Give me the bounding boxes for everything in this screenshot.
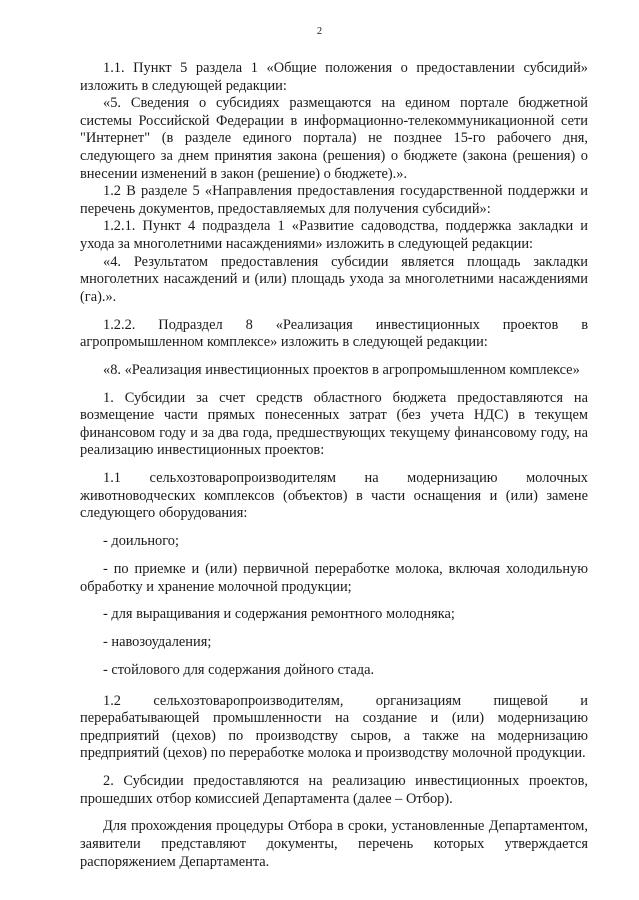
- paragraph-quote-5: «5. Сведения о субсидиях размещаются на едином портале бюджетной системы Российской Федерации в информационно-телекоммуникационной сети "Интернет" (в разделе единого портала) не позднее 15-го рабочего дня, следующего за днем принятия закона (решения) о бюджете (закона (решения) о внесении изменений в закон (решение) о бюджете).».: [80, 95, 588, 182]
- list-item-stall: - стойлового для содержания дойного стада.: [103, 661, 375, 678]
- list-item-manure-removal: - навозоудаления;: [103, 634, 212, 651]
- paragraph-1-2-2: 1.2.2. Подраздел 8 «Реализация инвестиционных проектов в агропромышленном комплексе» изложить в следующей редакции:: [80, 316, 588, 351]
- paragraph-1-2-cheese: 1.2 сельхозтоваропроизводителям, организациям пищевой и перерабатывающей промышленности на создание и (или) модернизацию предприятий (цехов) по производству сыров, а также на модернизацию предприятий (цехов) по переработке молока и производству молочной продукции.: [80, 692, 588, 762]
- paragraph-subsidy-1: 1. Субсидии за счет средств областного бюджета предоставляются на возмещение части прямых понесенных затрат (без учета НДС) в текущем финансовом году и за два года, предшествующих текущему финансовому году, на реализацию инвестиционных проектов:: [80, 389, 588, 459]
- paragraph-subsidy-2: 2. Субсидии предоставляются на реализацию инвестиционных проектов, прошедших отбор комиссией Департамента (далее – Отбор).: [80, 773, 588, 807]
- paragraph-1-2-1: 1.2.1. Пункт 4 подраздела 1 «Развитие садоводства, поддержка закладки и ухода за многолетними насаждениями» изложить в следующей редакции:: [80, 218, 588, 252]
- document-body: [80, 60, 588, 871]
- list-item-young-stock: - для выращивания и содержания ремонтного молодняка;: [103, 606, 455, 623]
- paragraph-quote-4: «4. Результатом предоставления субсидии является площадь закладки многолетних насаждений и (или) площадь ухода за многолетними насаждениями (га).».: [80, 253, 588, 305]
- page-number: 2: [316, 26, 323, 37]
- paragraph-1-1-dairy: 1.1 сельхозтоваропроизводителям на модернизацию молочных животноводческих комплексов (объектов) в части оснащения и (или) замене следующего оборудования:: [80, 470, 588, 522]
- list-item-milking: - доильного;: [103, 533, 179, 550]
- paragraph-1-1: 1.1. Пункт 5 раздела 1 «Общие положения о предоставлении субсидий» изложить в следующей редакции:: [80, 60, 588, 94]
- paragraph-selection-procedure: Для прохождения процедуры Отбора в сроки, установленные Департаментом, заявители представляют документы, перечень которых утверждается распоряжением Департамента.: [80, 818, 588, 870]
- paragraph-1-2: 1.2 В разделе 5 «Направления предоставления государственной поддержки и перечень документов, предоставляемых для получения субсидий»:: [80, 183, 588, 217]
- list-item-milk-processing: - по приемке и (или) первичной переработке молока, включая холодильную обработку и хранение молочной продукции;: [80, 560, 588, 595]
- paragraph-quote-8: «8. «Реализация инвестиционных проектов в агропромышленном комплексе»: [103, 361, 580, 378]
